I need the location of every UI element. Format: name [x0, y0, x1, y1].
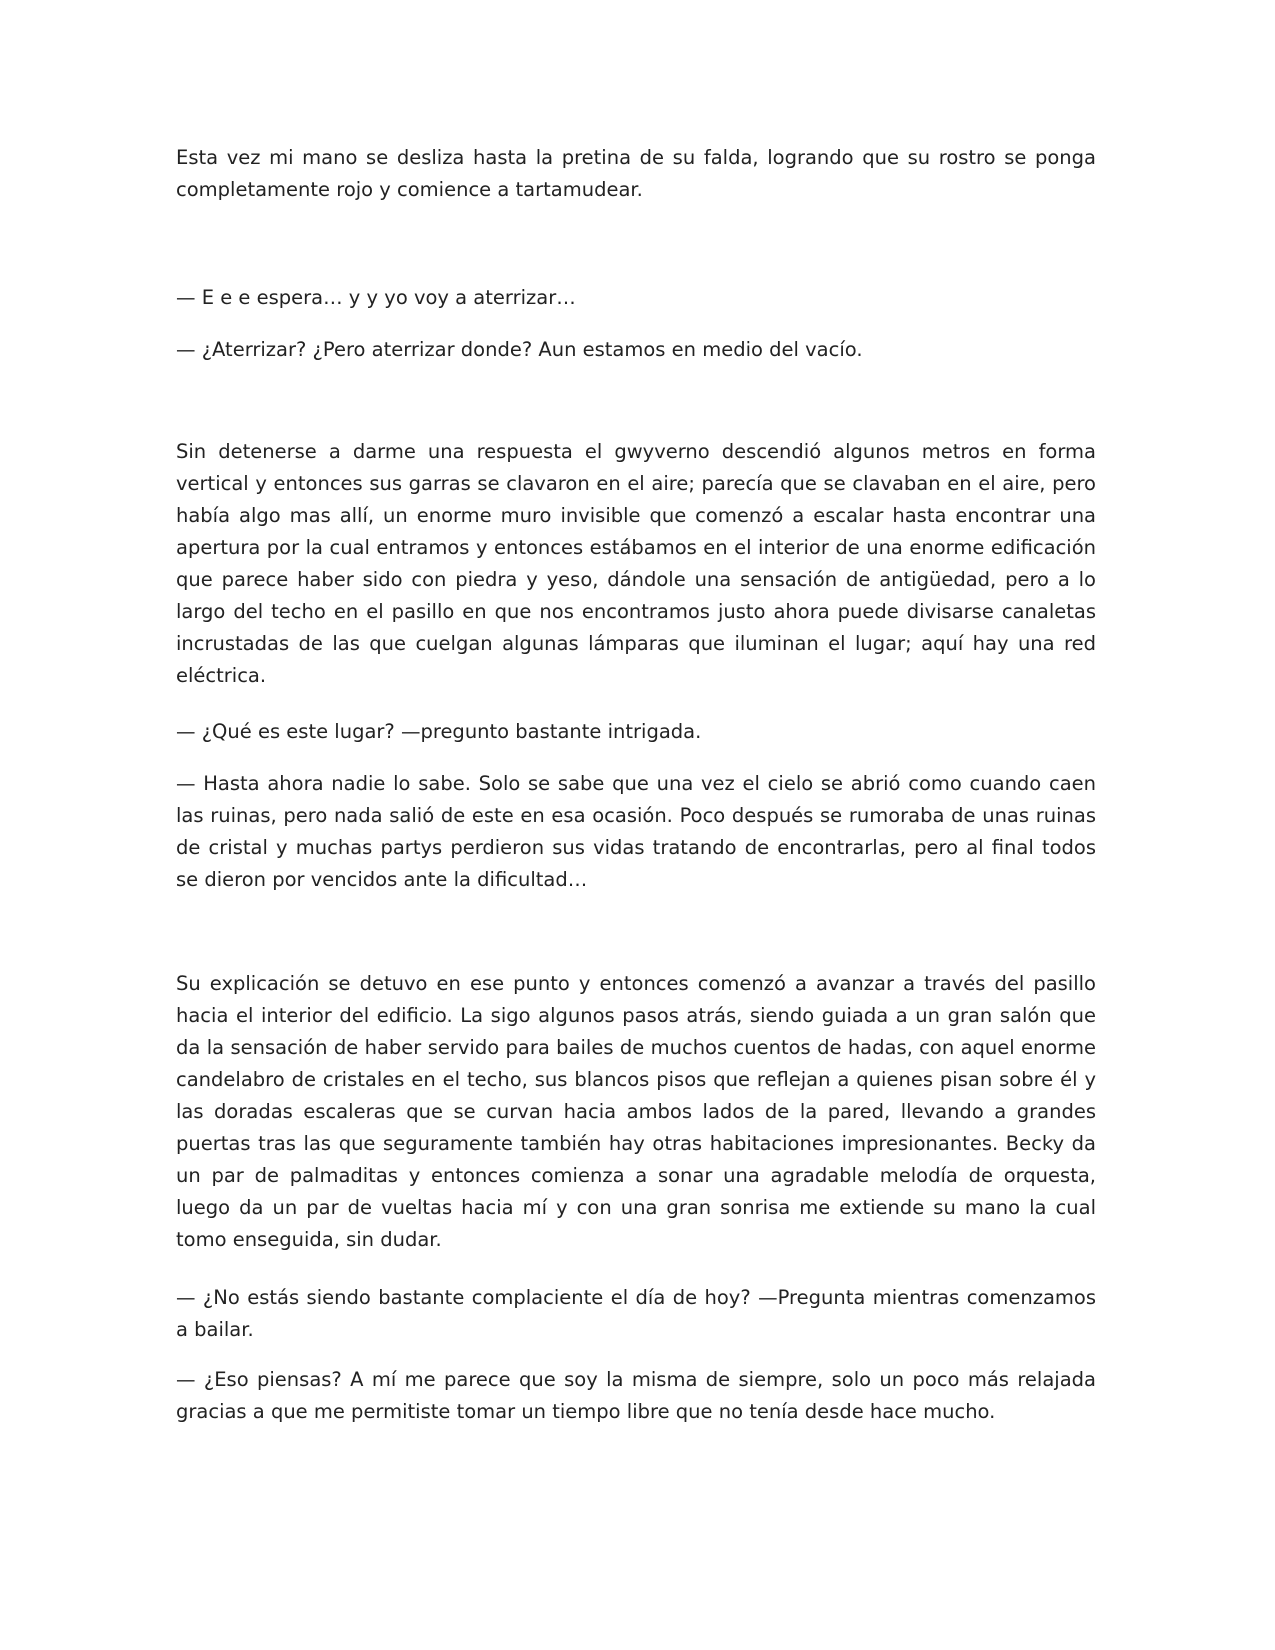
dialogue-line: — ¿Eso piensas? A mí me parece que soy la misma de siempre, solo un poco más relajada gracias a que me permitiste tomar un tiempo libre que no tenía desde hace mucho.: [176, 1368, 1096, 1423]
dialogue-line: — ¿Qué es este lugar? —pregunto bastante intrigada.: [176, 720, 702, 743]
dialogue-line: — ¿Aterrizar? ¿Pero aterrizar donde? Aun estamos en medio del vacío.: [176, 338, 863, 361]
dialogue-line: — ¿No estás siendo bastante complaciente el día de hoy? —Pregunta mientras comenzamos a bailar.: [176, 1286, 1096, 1341]
dialogue-line: — Hasta ahora nadie lo sabe. Solo se sabe que una vez el cielo se abrió como cuando caen las ruinas, pero nada salió de este en esa ocasión. Poco después se rumoraba de unas ruinas de cristal y muchas partys perdieron sus vidas tratando de encontrarlas, pero al final todos se dieron por vencidos ante la dificultad…: [176, 772, 1096, 891]
narration-paragraph: Su explicación se detuvo en ese punto y entonces comenzó a avanzar a través del pasillo hacia el interior del edificio. La sigo algunos pasos atrás, siendo guiada a un gran salón que da la sensación de haber servido para bailes de muchos cuentos de hadas, con aquel enorme candelabro de cristales en el techo, sus blancos pisos que reflejan a quienes pisan sobre él y las doradas escaleras que se curvan hacia ambos lados de la pared, llevando a grandes puertas tras las que seguramente también hay otras habitaciones impresionantes. Becky da un par de palmaditas y entonces comienza a sonar una agradable melodía de orquesta, luego da un par de vueltas hacia mí y con una gran sonrisa me extiende su mano la cual tomo enseguida, sin dudar.: [176, 972, 1096, 1251]
narration-paragraph: Sin detenerse a darme una respuesta el gwyverno descendió algunos metros en forma vertical y entonces sus garras se clavaron en el aire; parecía que se clavaban en el aire, pero había algo mas allí, un enorme muro invisible que comenzó a escalar hasta encontrar una apertura por la cual entramos y entonces estábamos en el interior de una enorme edificación que parece haber sido con piedra y yeso, dándole una sensación de antigüedad, pero a lo largo del techo en el pasillo en que nos encontramos justo ahora puede divisarse canaletas incrustadas de las que cuelgan algunas lámparas que iluminan el lugar; aquí hay una red eléctrica.: [176, 440, 1096, 687]
dialogue-line: — E e e espera… y y yo voy a aterrizar…: [176, 286, 576, 309]
narration-paragraph: Esta vez mi mano se desliza hasta la pretina de su falda, logrando que su rostro se ponga completamente rojo y comience a tartamudear.: [176, 146, 1096, 201]
